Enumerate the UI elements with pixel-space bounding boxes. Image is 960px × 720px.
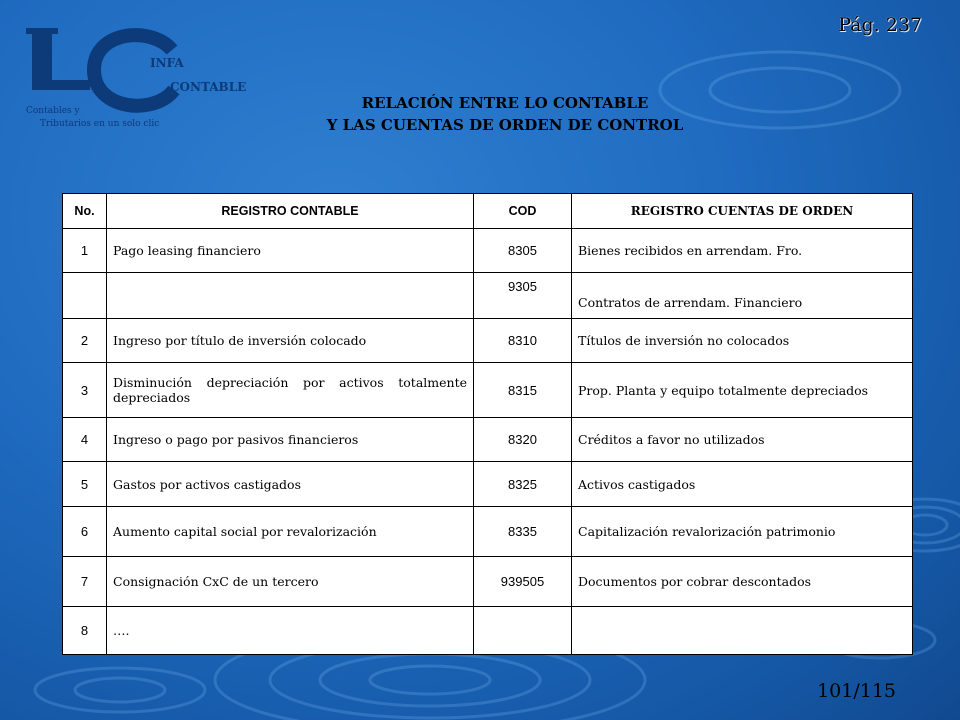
row-cuenta: Documentos por cobrar descontados [572,557,913,607]
row-registro: Ingreso por título de inversión colocado [107,319,474,363]
row-no: 1 [63,229,107,273]
table-row [63,462,913,507]
table-row [63,557,913,607]
row-registro: Pago leasing financiero [107,229,474,273]
row-cuenta: Créditos a favor no utilizados [572,418,913,462]
row-no: 6 [63,507,107,557]
table-row [63,418,913,462]
row-cod: 8310 [474,319,572,363]
row-registro: …. [107,607,474,655]
table-row [63,273,913,319]
page-title-line1: RELACIÓN ENTRE LO CONTABLE [361,94,649,112]
row-registro: Gastos por activos castigados [107,462,474,507]
header-cod: COD [474,194,572,229]
page-counter: 101/115 [817,680,896,702]
row-cuenta: Títulos de inversión no colocados [572,319,913,363]
row-cod: 939505 [474,557,572,607]
accounts-table [62,193,913,655]
row-no: 3 [63,363,107,418]
page-title-line2: Y LAS CUENTAS DE ORDEN DE CONTROL [326,116,684,134]
table-row [63,229,913,273]
logo-line1: Contables y [26,106,80,116]
row-cod: 8325 [474,462,572,507]
row-cod: 8305 [474,229,572,273]
row-cod: 8315 [474,363,572,418]
row-cuenta [572,607,913,655]
row-cod: 8335 [474,507,572,557]
row-cuenta: Bienes recibidos en arrendam. Fro. [572,229,913,273]
row-no: 7 [63,557,107,607]
row-cuenta: Prop. Planta y equipo totalmente depreciados [572,363,913,418]
table-row [63,319,913,363]
row-no: 8 [63,607,107,655]
row-no: 4 [63,418,107,462]
logo-line2: Tributarios en un solo clic [40,119,160,129]
table-row [63,507,913,557]
header-registro-cuentas-orden: REGISTRO CUENTAS DE ORDEN [572,194,913,229]
header-no: No. [63,194,107,229]
header-registro-contable: REGISTRO CONTABLE [107,194,474,229]
row-cod [474,607,572,655]
table-row [63,363,913,418]
row-registro: Consignación CxC de un tercero [107,557,474,607]
row-registro: Ingreso o pago por pasivos financieros [107,418,474,462]
row-registro [107,273,474,319]
company-logo [22,18,247,138]
page-reference: Pág. 237 [838,14,922,36]
logo-word-contable: CONTABLE [170,80,247,94]
row-cuenta: Capitalización revalorización patrimonio [572,507,913,557]
row-cod: 9305 [474,273,572,319]
logo-word-infa: INFA [150,56,184,70]
row-registro: Aumento capital social por revalorización [107,507,474,557]
table-row [63,607,913,655]
row-no: 5 [63,462,107,507]
row-cuenta: Contratos de arrendam. Financiero [572,273,913,319]
table-header-row [63,194,913,229]
row-registro: Disminución depreciación por activos totalmente depreciados [107,363,474,418]
row-no: 2 [63,319,107,363]
row-cuenta: Activos castigados [572,462,913,507]
row-cod: 8320 [474,418,572,462]
row-no [63,273,107,319]
